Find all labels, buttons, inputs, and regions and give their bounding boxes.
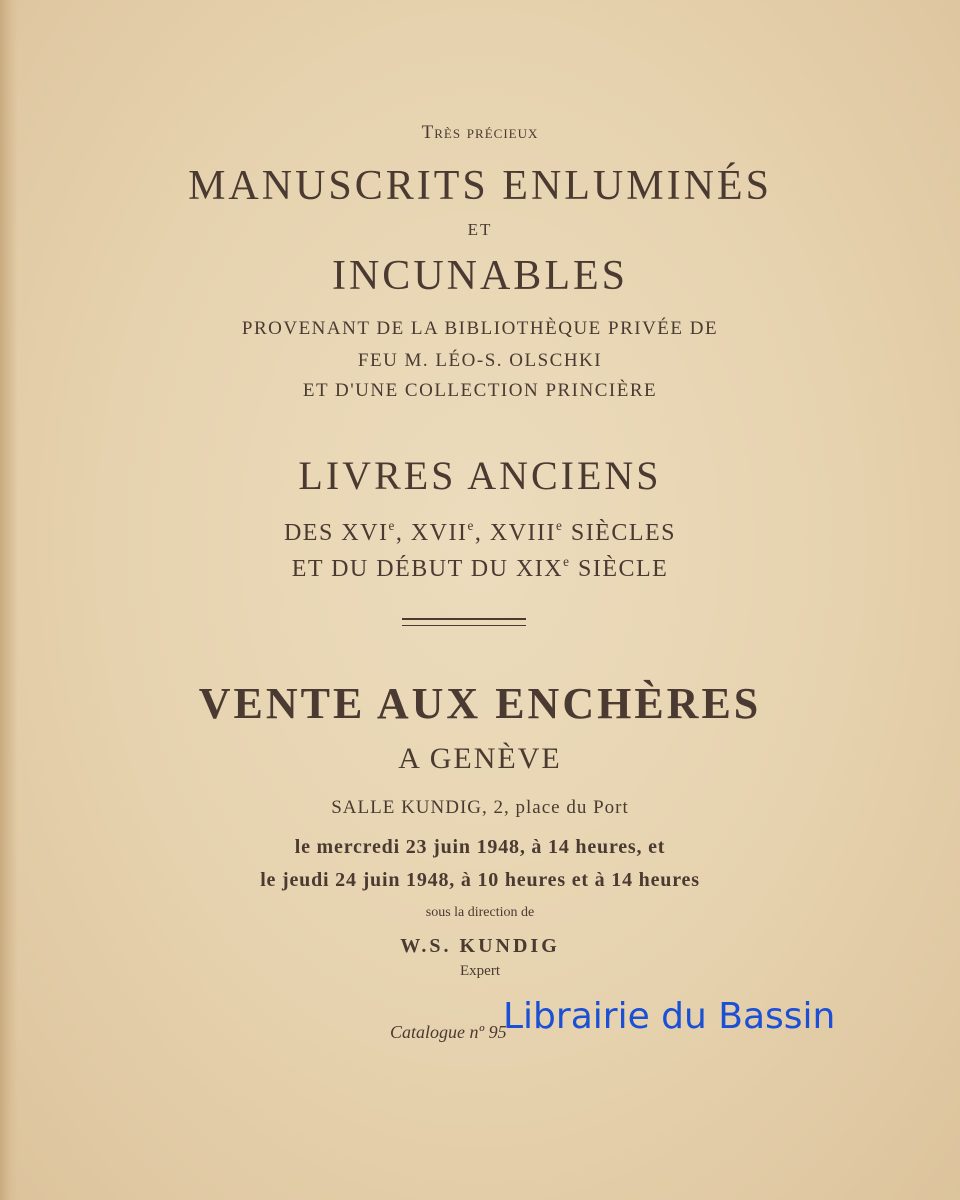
- vente-direction: sous la direction de: [425, 905, 535, 920]
- livres-centuries-line: [0, 518, 960, 547]
- centuries-part-a: DES XVI: [283, 519, 389, 546]
- heading-tres-precieux: Très précieux: [421, 122, 539, 143]
- centuries-sup-2: e: [467, 518, 475, 533]
- provenance-line-3: ET D'UNE COLLECTION PRINCIÈRE: [302, 380, 658, 401]
- debut-part-b: SIÈCLE: [570, 555, 669, 582]
- vente-date-2: le jeudi 24 juin 1948, à 10 heures et à 14 heures: [260, 869, 700, 891]
- catalogue-number: Catalogue nº 95: [390, 1022, 507, 1042]
- expert-name: W.S. KUNDIG: [400, 935, 560, 957]
- section-divider-rule: [402, 618, 526, 626]
- debut-part-a: ET DU DÉBUT DU XIX: [291, 555, 564, 582]
- salle-address: 2, place du Port: [487, 797, 629, 818]
- centuries-part-c: , XVIII: [474, 519, 556, 546]
- centuries-part-d: SIÈCLES: [563, 519, 677, 546]
- expert-role: Expert: [460, 963, 500, 979]
- centuries-sup-1: e: [388, 518, 396, 533]
- centuries-sup-3: e: [555, 518, 564, 533]
- livres-anciens-title: LIVRES ANCIENS: [298, 453, 662, 498]
- provenance-line-1: PROVENANT DE LA BIBLIOTHÈQUE PRIVÉE DE: [241, 318, 719, 339]
- vente-salle: [0, 797, 960, 819]
- heading-manuscrits: MANUSCRITS ENLUMINÉS: [188, 163, 772, 209]
- salle-name: SALLE KUNDIG,: [331, 797, 488, 818]
- vente-city: A GENÈVE: [398, 742, 562, 775]
- heading-et: ET: [467, 220, 493, 239]
- debut-sup: e: [563, 554, 571, 569]
- vente-date-1: le mercredi 23 juin 1948, à 14 heures, et: [294, 836, 666, 858]
- vente-title: VENTE AUX ENCHÈRES: [198, 679, 762, 728]
- librairie-watermark: Librairie du Bassin: [503, 996, 836, 1037]
- heading-incunables: INCUNABLES: [331, 253, 628, 299]
- provenance-line-2: FEU M. LÉO-S. OLSCHKI: [357, 350, 603, 371]
- livres-debut-line: [0, 554, 960, 583]
- centuries-part-b: , XVII: [395, 519, 468, 546]
